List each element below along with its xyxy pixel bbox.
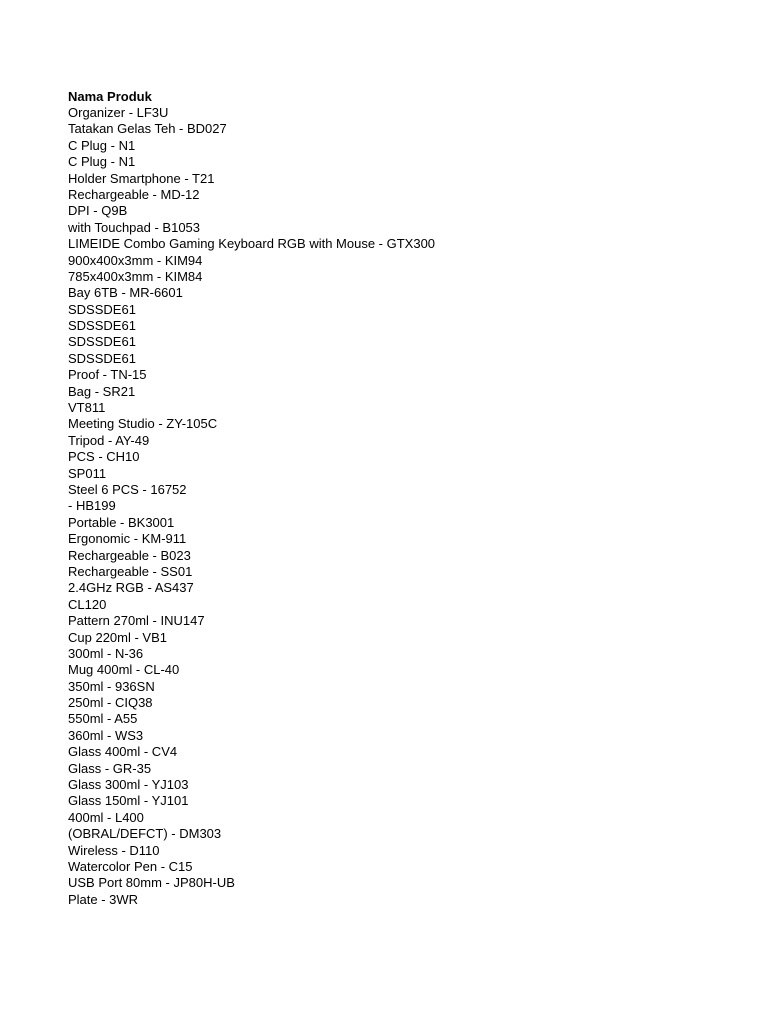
product-row: 400ml - L400 <box>68 809 144 825</box>
product-row: with Touchpad - B1053 <box>68 219 201 235</box>
product-row: C Plug - N1 <box>68 154 136 170</box>
product-row: SDSSDE61 <box>68 334 136 350</box>
product-row: Watercolor Pen - C15 <box>68 858 193 874</box>
product-row: 350ml - 936SN <box>68 678 155 694</box>
product-row: (OBRAL/DEFCT) - DM303 <box>68 826 222 842</box>
product-row: PCS - CH10 <box>68 449 140 465</box>
product-row: Organizer - LF3U <box>68 105 169 120</box>
product-row: 2.4GHz RGB - AS437 <box>68 580 194 596</box>
product-row: Pattern 270ml - INU147 <box>68 613 205 629</box>
product-row: 900x400x3mm - KIM94 <box>68 252 203 268</box>
product-row: Glass - GR-35 <box>68 760 152 776</box>
product-row: 550ml - A55 <box>68 711 138 727</box>
product-row: DPI - Q9B <box>68 203 128 219</box>
product-row: Bay 6TB - MR-6601 <box>68 285 183 301</box>
product-row: LIMEIDE Combo Gaming Keyboard RGB with Mouse - GTX300 <box>68 236 436 252</box>
product-row: USB Port 80mm - JP80H-UB <box>68 875 235 891</box>
product-row: SDSSDE61 <box>68 301 136 317</box>
product-row: Rechargeable - B023 <box>68 547 191 563</box>
product-row: SDSSDE61 <box>68 350 136 366</box>
product-row: Rechargeable - SS01 <box>68 563 193 579</box>
product-row: SDSSDE61 <box>68 318 136 334</box>
product-row: Glass 300ml - YJ103 <box>68 777 189 793</box>
product-row: Steel 6 PCS - 16752 <box>68 481 187 497</box>
product-row: Mug 400ml - CL-40 <box>68 662 180 678</box>
product-row: Tatakan Gelas Teh - BD027 <box>68 121 227 137</box>
product-row: Bag - SR21 <box>68 383 136 399</box>
product-row: Plate - 3WR <box>68 891 139 907</box>
product-row: SP011 <box>68 465 107 481</box>
product-row: Tripod - AY-49 <box>68 432 150 448</box>
product-rows <box>68 105 708 908</box>
product-row: Rechargeable - MD-12 <box>68 186 200 202</box>
product-row: C Plug - N1 <box>68 137 136 153</box>
product-row: Portable - BK3001 <box>68 514 175 530</box>
product-row: 250ml - CIQ38 <box>68 695 153 711</box>
product-row: Glass 150ml - YJ101 <box>68 793 189 809</box>
product-row: VT811 <box>68 400 106 416</box>
product-row: 300ml - N-36 <box>68 645 144 661</box>
product-row: Cup 220ml - VB1 <box>68 629 167 645</box>
product-row: Glass 400ml - CV4 <box>68 744 178 760</box>
product-row: 785x400x3mm - KIM84 <box>68 268 203 284</box>
product-row: CL120 <box>68 596 107 612</box>
product-row: Proof - TN-15 <box>68 367 147 383</box>
product-row: Meeting Studio - ZY-105C <box>68 416 218 432</box>
product-list <box>68 88 708 908</box>
product-row: Ergonomic - KM-911 <box>68 531 187 547</box>
product-row: 360ml - WS3 <box>68 727 144 743</box>
product-row: - HB199 <box>68 498 116 514</box>
product-row: Wireless - D110 <box>68 842 160 858</box>
column-header: Nama Produk <box>68 89 152 104</box>
product-row: Holder Smartphone - T21 <box>68 170 215 186</box>
